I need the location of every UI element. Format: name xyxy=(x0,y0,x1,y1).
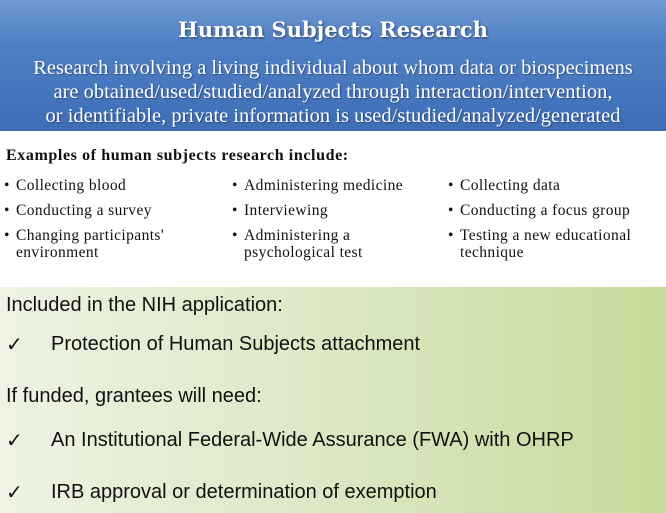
definition-line: or identifiable, private information is used/studied/analyzed/generated xyxy=(45,105,621,127)
definition-line: Research involving a living individual about whom data or biospecimens xyxy=(33,57,633,79)
bullet-icon: • xyxy=(448,227,454,244)
bullet-icon: • xyxy=(232,177,238,194)
bullet-icon: • xyxy=(448,177,454,194)
bullet-icon: • xyxy=(4,177,10,194)
examples-heading: Examples of human subjects research include: xyxy=(6,147,349,164)
check-icon: ✓ xyxy=(6,428,23,452)
funded-heading: If funded, grantees will need: xyxy=(6,385,262,407)
check-icon: ✓ xyxy=(6,332,23,356)
list-item: • Conducting a survey xyxy=(4,202,152,219)
examples-section xyxy=(0,131,666,287)
list-item: • Collecting blood xyxy=(4,177,127,194)
page-title: Human Subjects Research xyxy=(178,17,488,42)
bullet-icon: • xyxy=(4,202,10,219)
requirements-panel xyxy=(0,287,666,513)
check-icon: ✓ xyxy=(6,480,23,504)
bullet-icon: • xyxy=(4,227,10,244)
examples-column-2 xyxy=(232,177,444,269)
examples-column-1 xyxy=(4,177,226,269)
definition-text xyxy=(0,56,666,128)
list-item: • Testing a new educational technique xyxy=(448,227,632,261)
list-item: • Administering a psychological test xyxy=(232,227,363,261)
list-item: • Administering medicine xyxy=(232,177,404,194)
list-item: • Interviewing xyxy=(232,202,328,219)
bullet-icon: • xyxy=(232,202,238,219)
examples-column-3 xyxy=(448,177,666,269)
bullet-icon: • xyxy=(232,227,238,244)
list-item: • Changing participants' environment xyxy=(4,227,165,261)
included-heading: Included in the NIH application: xyxy=(6,294,283,316)
bullet-icon: • xyxy=(448,202,454,219)
requirement-item: IRB approval or determination of exemption xyxy=(51,481,437,503)
list-item: • Conducting a focus group xyxy=(448,202,631,219)
header-banner xyxy=(0,0,666,131)
requirement-item: An Institutional Federal-Wide Assurance (FWA) with OHRP xyxy=(51,429,574,451)
requirement-item: Protection of Human Subjects attachment xyxy=(51,333,421,355)
list-item: • Collecting data xyxy=(448,177,561,194)
definition-line: are obtained/used/studied/analyzed through interaction/intervention, xyxy=(53,81,613,103)
